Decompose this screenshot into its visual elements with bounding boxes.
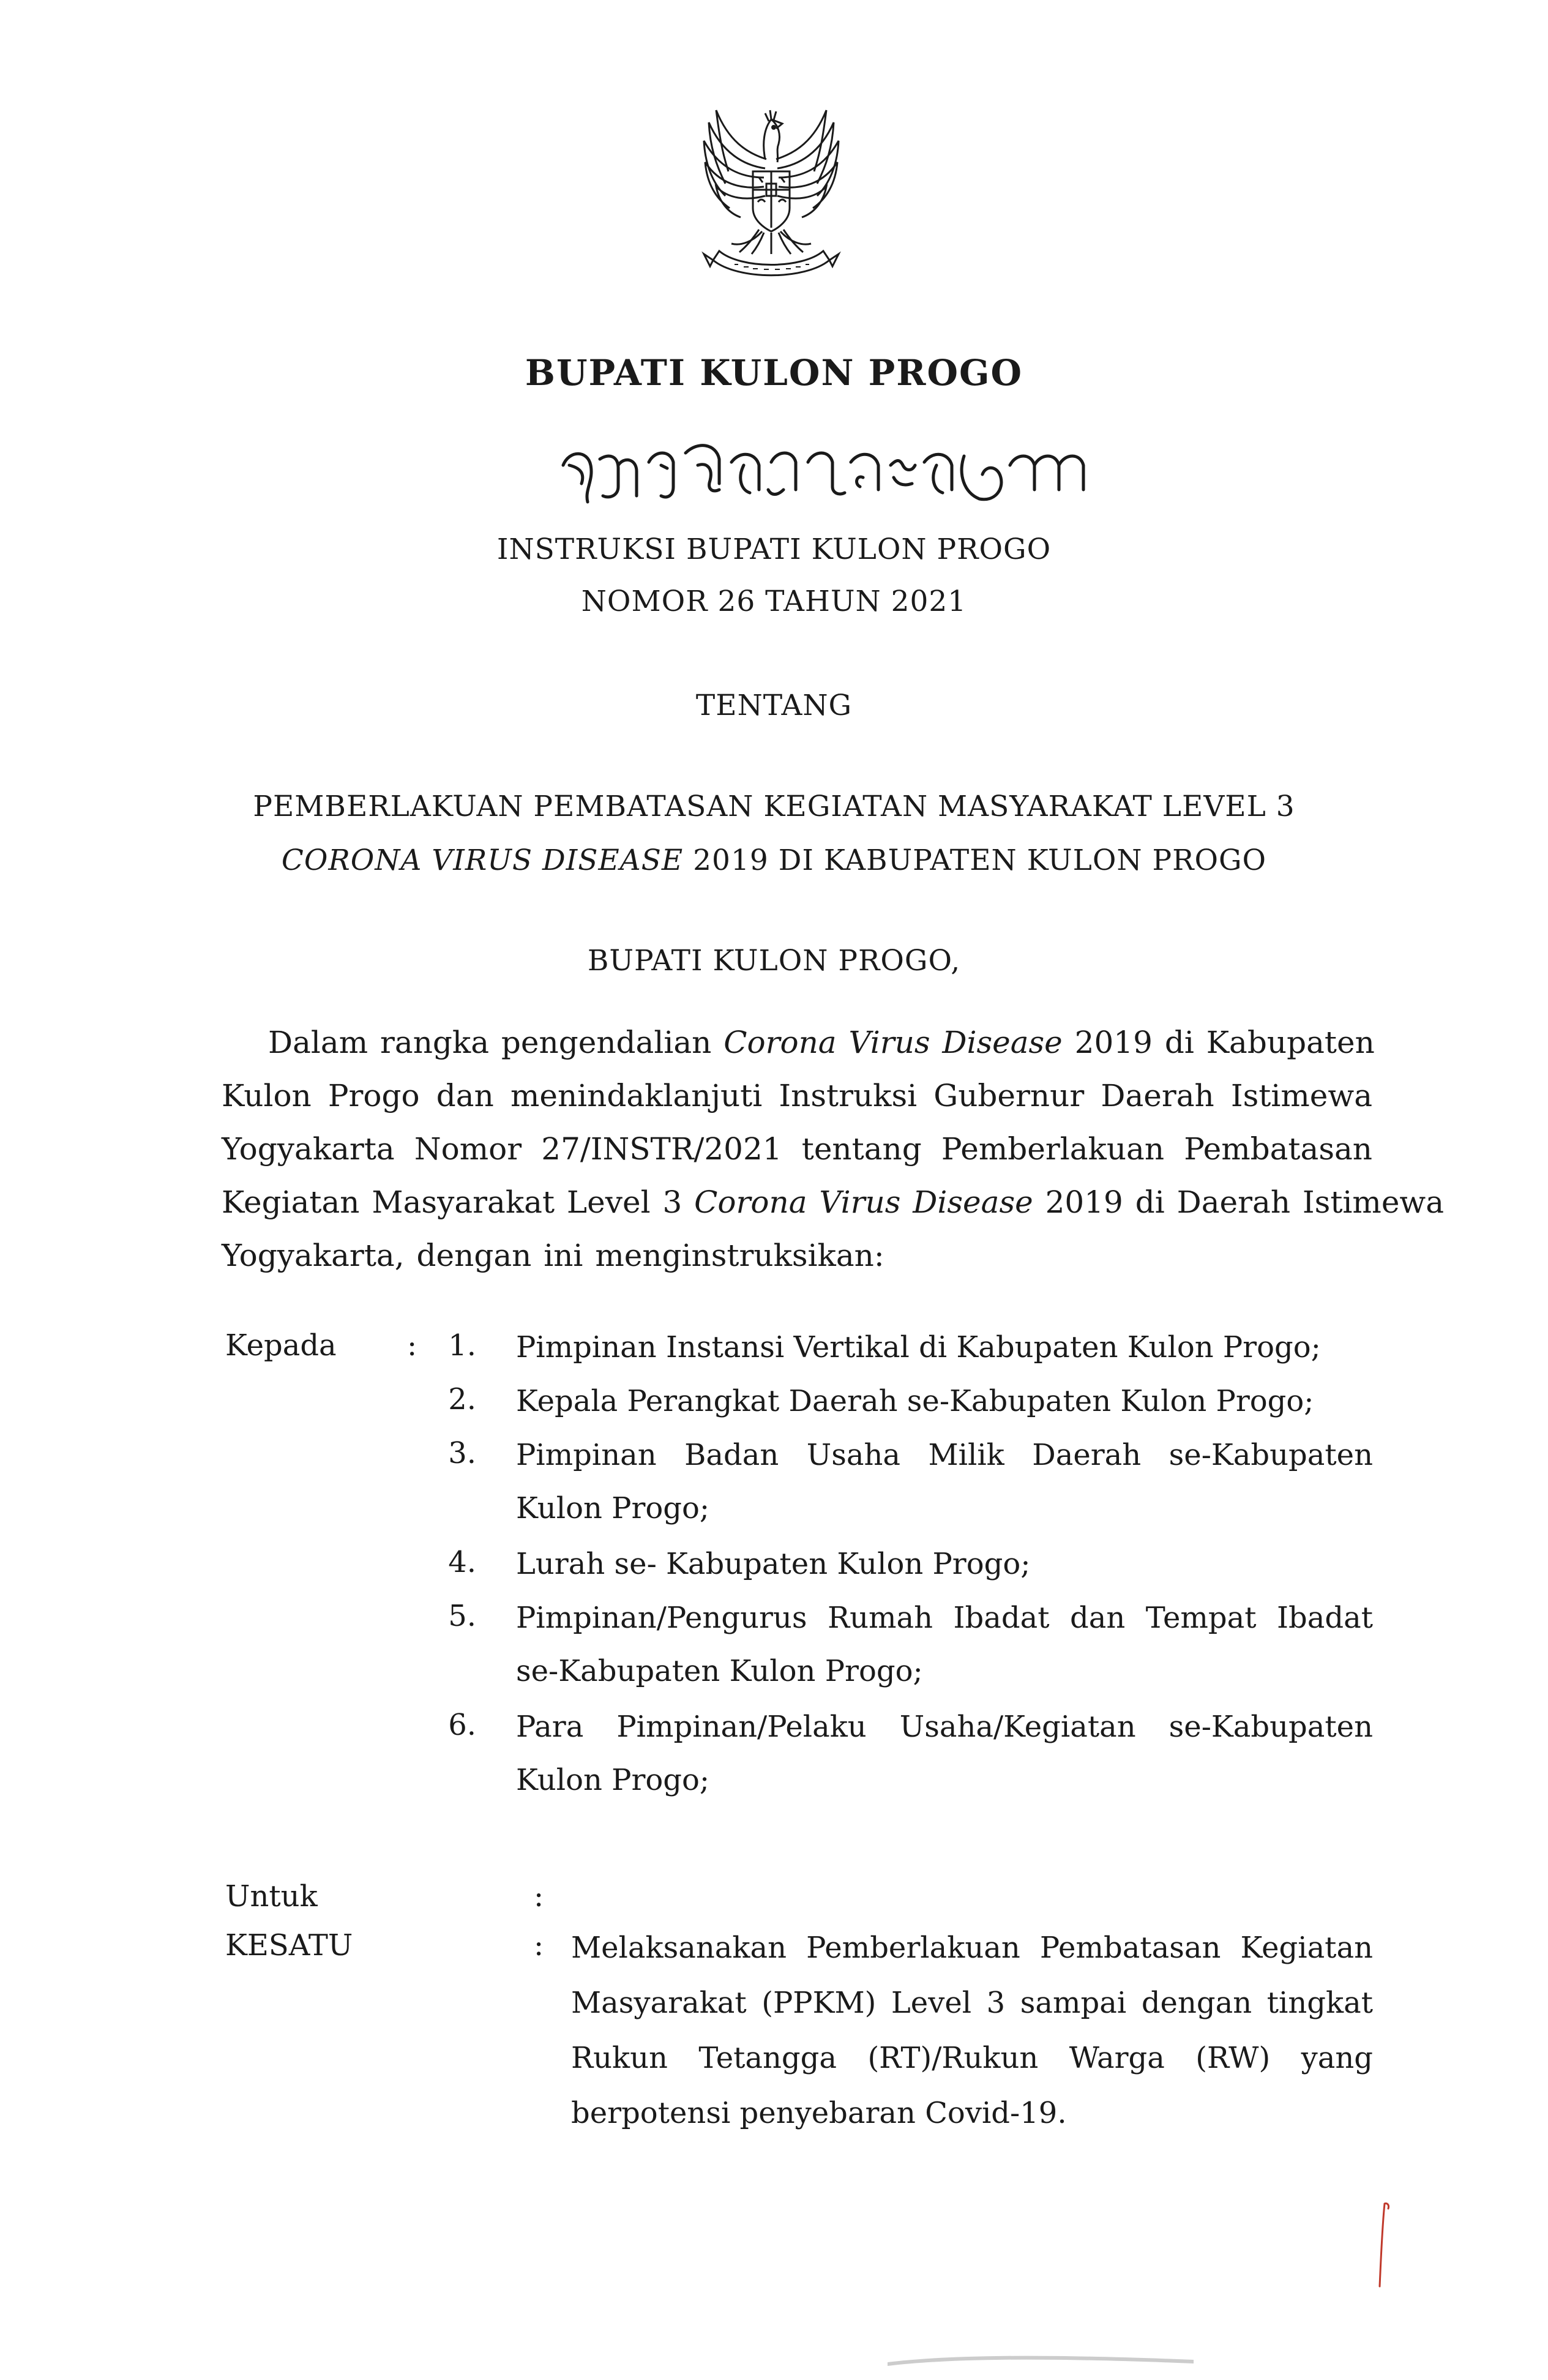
kesatu-line-2: Masyarakat (PPKM) Level 3 sampai dengan tingkat xyxy=(571,1986,1373,2020)
preamble-line-1: Dalam rangka pengendalian Corona Virus Disease 2019 di Kabupaten xyxy=(268,1025,1375,1060)
garuda-emblem-icon xyxy=(661,86,881,306)
list-item: Pimpinan Badan Usaha Milik Daerah se-Kabupaten xyxy=(516,1438,1373,1472)
preamble-line-4: Kegiatan Masyarakat Level 3 Corona Virus Disease 2019 di Daerah Istimewa xyxy=(222,1184,1445,1220)
preamble-line-5: Yogyakarta, dengan ini menginstruksikan: xyxy=(222,1238,884,1273)
kepada-colon: : xyxy=(407,1328,417,1363)
list-item: Para Pimpinan/Pelaku Usaha/Kegiatan se-Kabupaten xyxy=(516,1710,1373,1744)
list-item-number: 1. xyxy=(448,1328,476,1363)
office-title: BUPATI KULON PROGO xyxy=(525,352,1023,394)
list-item: Pimpinan Instansi Vertikal di Kabupaten Kulon Progo; xyxy=(516,1330,1321,1364)
list-item-continued: Kulon Progo; xyxy=(516,1763,710,1797)
kesatu-line-3: Rukun Tetangga (RT)/Rukun Warga (RW) yang xyxy=(571,2041,1373,2075)
untuk-colon: : xyxy=(534,1879,544,1914)
list-item-number: 6. xyxy=(448,1708,476,1742)
list-item-number: 2. xyxy=(448,1382,476,1416)
handwritten-initial-icon xyxy=(1371,2198,1396,2289)
list-item: Lurah se- Kabupaten Kulon Progo; xyxy=(516,1547,1031,1581)
kesatu-line-4: berpotensi penyebaran Covid-19. xyxy=(571,2096,1067,2130)
about-label: TENTANG xyxy=(695,689,853,722)
list-item-number: 3. xyxy=(448,1436,476,1470)
subject-rest: 2019 DI KABUPATEN KULON PROGO xyxy=(683,844,1267,877)
untuk-label: Untuk xyxy=(225,1879,318,1914)
list-item: Kepala Perangkat Daerah se-Kabupaten Kulon Progo; xyxy=(516,1384,1314,1418)
scan-smudge-icon xyxy=(888,2351,1194,2369)
issuer-line: BUPATI KULON PROGO, xyxy=(587,944,961,978)
kesatu-colon: : xyxy=(534,1928,544,1963)
list-item: Pimpinan/Pengurus Rumah Ibadat dan Tempat Ibadat xyxy=(516,1601,1373,1635)
subject-line-2 xyxy=(0,844,1548,877)
list-item-continued: se-Kabupaten Kulon Progo; xyxy=(516,1654,923,1688)
instruction-title: INSTRUKSI BUPATI KULON PROGO xyxy=(496,533,1052,566)
preamble-line-3: Yogyakarta Nomor 27/INSTR/2021 tentang Pemberlakuan Pembatasan xyxy=(222,1131,1372,1167)
list-item-number: 5. xyxy=(448,1599,476,1633)
subject-line-1: PEMBERLAKUAN PEMBATASAN KEGIATAN MASYARAKAT LEVEL 3 xyxy=(253,790,1295,823)
preamble-line-2: Kulon Progo dan menindaklanjuti Instruksi Gubernur Daerah Istimewa xyxy=(222,1078,1372,1113)
list-item-number: 4. xyxy=(448,1545,476,1579)
kesatu-label: KESATU xyxy=(225,1928,353,1963)
kepada-label: Kepada xyxy=(225,1328,337,1363)
kesatu-line-1: Melaksanakan Pemberlakuan Pembatasan Kegiatan xyxy=(571,1931,1373,1965)
subject-italic: CORONA VIRUS DISEASE xyxy=(281,844,684,877)
list-item-continued: Kulon Progo; xyxy=(516,1491,710,1525)
instruction-number: NOMOR 26 TAHUN 2021 xyxy=(581,585,967,618)
javanese-script-icon xyxy=(0,428,1548,520)
